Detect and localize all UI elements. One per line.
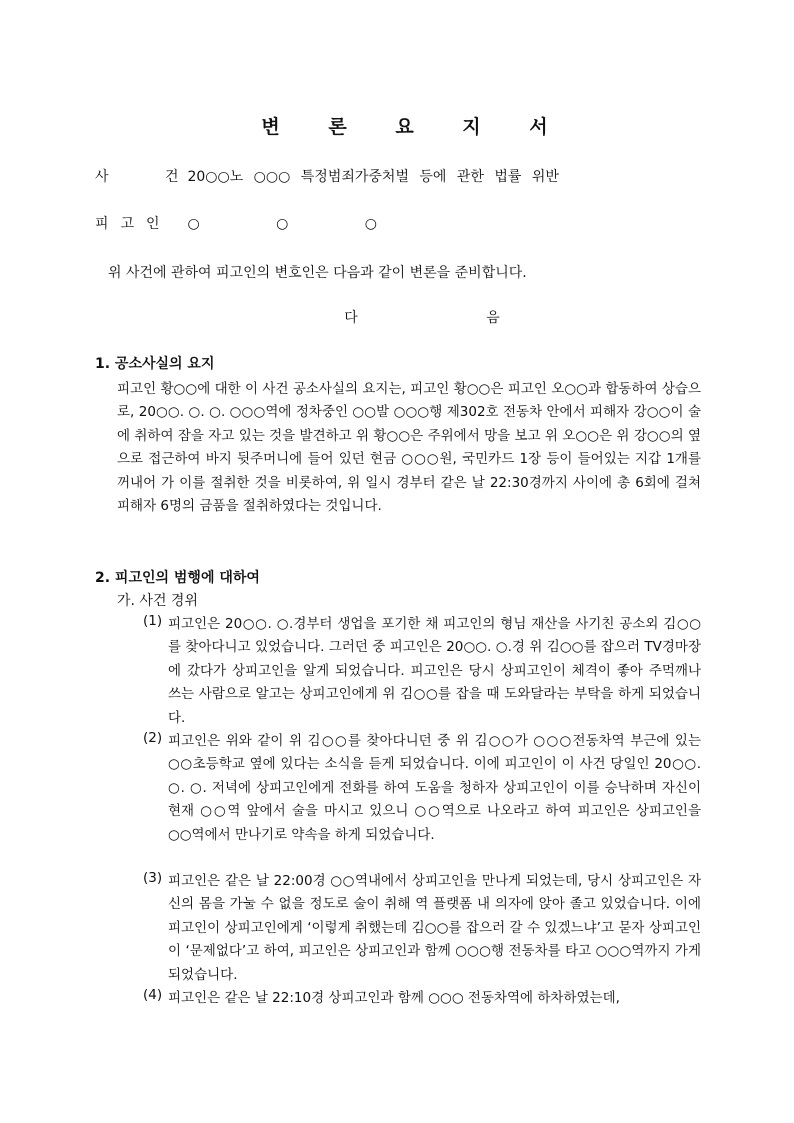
document-title: 변 론 요 지 서	[261, 116, 569, 138]
section2-subheading: 가. 사건 경위	[117, 593, 198, 609]
case-row	[95, 166, 559, 186]
item-text: 피고인은 같은 날 22:10경 상피고인과 함께 ○○○ 전동차역에 하차하였는데,	[168, 990, 620, 1006]
section1-body: 피고인 황○○에 대한 이 사건 공소사실의 요지는, 피고인 황○○은 피고인 오○○과 합동하여 상습으로, 20○○. ○. ○. ○○○역에 정차중인 ○○발 ○○○행 제302호 전동차 안에서 피해자 강○○이 술에 취하여 잠을 자고 있는 것을 발견하고 위 황○○은 주위에서 망을 보고 위 오○○은 위 강○○의 옆으로 접근하여 바지 뒷주머니에 들어 있던 현금 ○○○원, 국민카드 1장 등이 들어있는 지갑 1개를 꺼내어 가 이를 절취한 것을 비롯하여, 위 일시 경부터 같은 날 22:30경까지 사이에 총 6회에 걸쳐 피해자 6명의 금품을 절취하였다는 것입니다.	[117, 381, 701, 515]
defendant-value: ○ ○ ○	[187, 216, 414, 232]
defendant-row	[95, 213, 413, 233]
case-label: 사 건	[95, 169, 205, 185]
item-text: 피고인은 위와 같이 위 김○○를 찾아다니던 중 위 김○○가 ○○○전동차역 부근에 있는 ○○초등학교 옆에 있다는 소식을 듣게 되었습니다. 이에 피고인이 이 사건 당일인 20○○. ○. ○. 저녁에 상피고인에게 전화를 하여 도움을 청하자 상피고인이 이를 승낙하며 자신이 현재 ○○역 앞에서 술을 마시고 있으니 ○○역으로 나오라고 하여 피고인은 상피고인을 ○○역에서 만나기로 약속을 하게 되었습니다.	[168, 733, 701, 843]
item-text: 피고인은 20○○. ○.경부터 생업을 포기한 채 피고인의 형님 재산을 사기친 공소외 김○○를 찾아다니고 있었습니다. 그러던 중 피고인은 20○○. ○.경 위 김○○를 잡으러 TV경마장에 갔다가 상피고인을 알게 되었습니다. 피고인은 당시 상피고인이 체격이 좋아 주먹깨나 쓰는 사람으로 알고는 상피고인에게 위 김○○를 잡을 때 도와달라는 부탁을 하게 되었습니다.	[168, 616, 701, 726]
item-number: (3)	[143, 870, 163, 886]
item-number: (4)	[143, 987, 163, 1003]
section1-heading: 1. 공소사실의 요지	[95, 356, 215, 372]
defendant-label: 피고인	[95, 216, 172, 232]
center-heading: 다 음	[344, 310, 562, 326]
item-number: (2)	[143, 730, 163, 746]
item-number: (1)	[143, 613, 163, 629]
section2-heading: 2. 피고인의 범행에 대하여	[95, 570, 260, 586]
item-text: 피고인은 같은 날 22:00경 ○○역내에서 상피고인을 만나게 되었는데, 당시 상피고인은 자신의 몸을 가눌 수 없을 정도로 술이 취해 역 플랫폼 내 의자에 앉아 졸고 있었습니다. 이에 피고인이 상피고인에게 ‘이렇게 취했는데 김○○를 잡으러 갈 수 있겠느냐’고 묻자 상피고인이 ‘문제없다’고 하여, 피고인은 상피고인과 함께 ○○○행 전동차를 타고 ○○○역까지 가게 되었습니다.	[168, 873, 701, 983]
intro-text: 위 사건에 관하여 피고인의 변호인은 다음과 같이 변론을 준비합니다.	[108, 265, 527, 281]
case-value: 20○○노 ○○○ 특정범죄가중처벌 등에 관한 법률 위반	[187, 169, 559, 185]
